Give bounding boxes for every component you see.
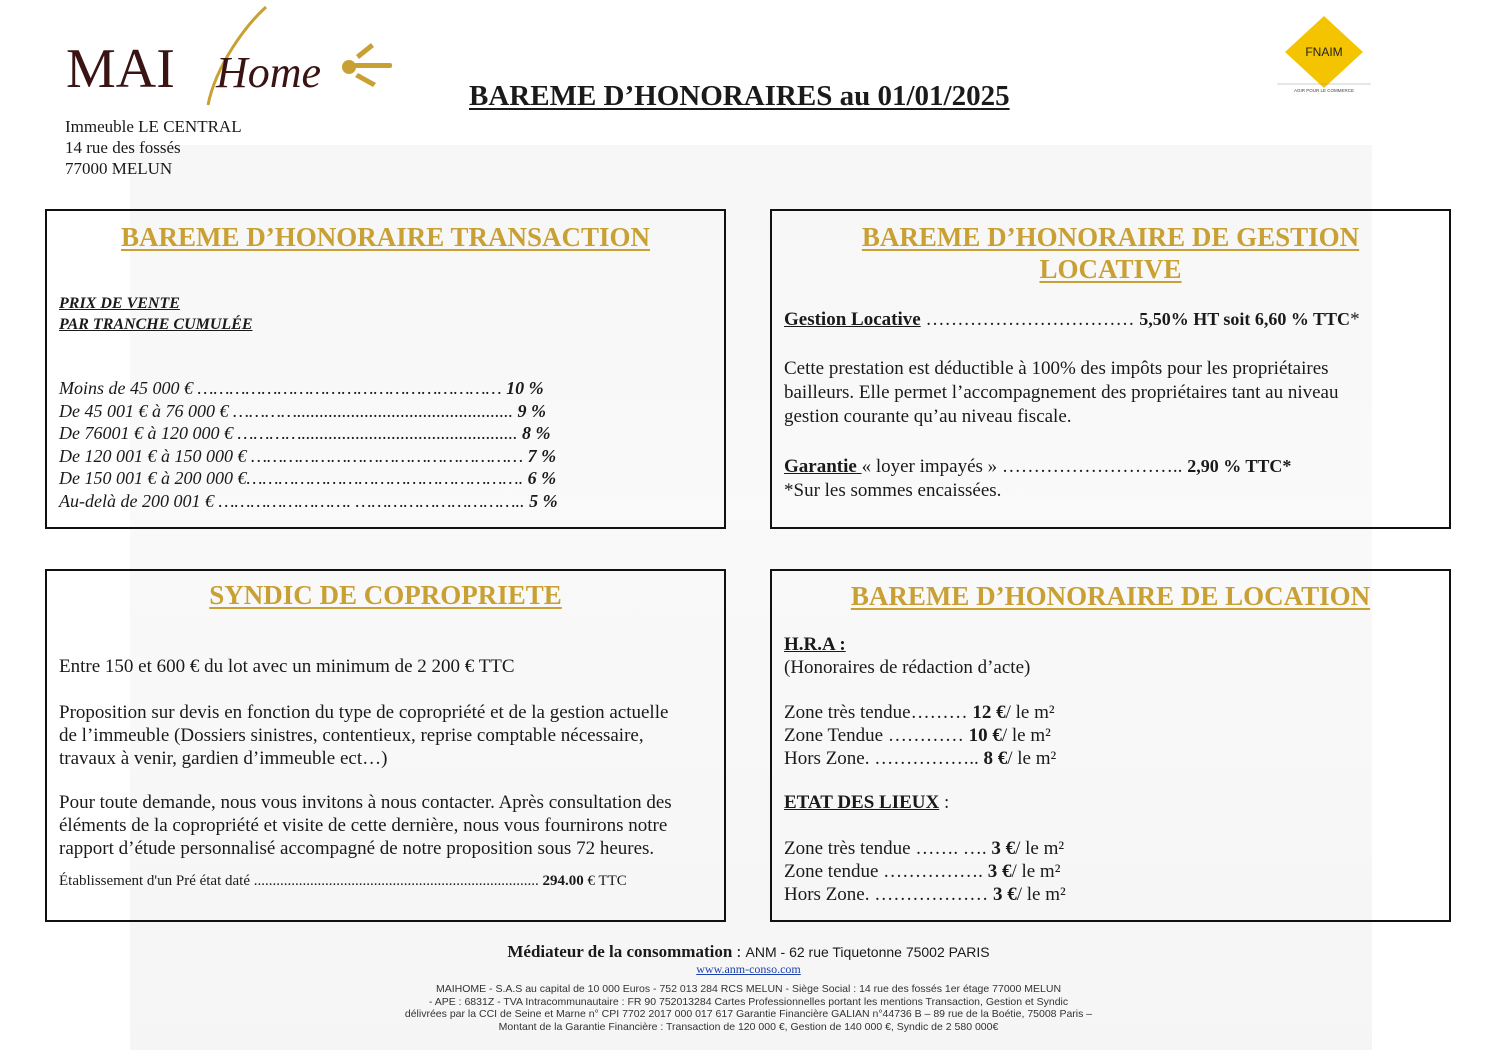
key-icon (342, 43, 392, 87)
pre-etat-date-line: Établissement d'un Pré état daté ............................................................................ 294.00 € TTC (59, 873, 627, 889)
syndic-box (45, 569, 726, 922)
gestion-description-line: bailleurs. Elle permet l’accompagnement des propriétaires tant au niveau (784, 382, 1339, 403)
fnaim-name: FNAIM (1305, 45, 1343, 59)
mediator-link-row (0, 962, 1497, 977)
transaction-row: De 45 001 € à 76 000 € …………................................................ 9 % (59, 401, 547, 421)
legal-line: - APE : 6831Z - TVA Intracommunautaire : FR 90 752013284 Cartes Professionnelles portant les mentions Transaction, Gestion et Syndic (428, 995, 1069, 1008)
gestion-title: LOCATIVE (1039, 254, 1182, 284)
location-box (770, 569, 1451, 922)
fnaim-tagline: AGIR POUR LE COMMERCE (1293, 88, 1355, 93)
hra-description: (Honoraires de rédaction d’acte) (784, 657, 1031, 678)
syndic-paragraph-line: de l’immeuble (Dossiers sinistres, contentieux, reprise comptable nécessaire, (59, 725, 644, 746)
maihome-logo-graphic (66, 5, 396, 110)
edl-row: Zone très tendue ……. …. 3 €/ le m² (784, 838, 1065, 859)
syndic-fee-line: Entre 150 et 600 € du lot avec un minimum de 2 200 € TTC (59, 656, 515, 677)
address-line: Immeuble LE CENTRAL (65, 117, 242, 136)
page-title: BAREME D’HONORAIRES au 01/01/2025 (469, 80, 1010, 112)
syndic-paragraph-line: rapport d’étude personnalisé accompagné de notre proposition sous 72 heures. (59, 838, 655, 859)
syndic-title: SYNDIC DE COPROPRIETE (209, 580, 562, 610)
legal-line: délivrées par la CCI de Seine et Marne n° CPI 7702 2017 000 017 617 Garantie Financière GALIAN n°44736 B – 89 rue de la Boétie, 75008 Paris – (404, 1008, 1093, 1020)
transaction-row: Moins de 45 000 € ………………………………………………… 10 % (59, 378, 544, 398)
transaction-row: Au-delà de 200 001 € ……………………. ………………………….. 5 % (59, 491, 558, 511)
syndic-paragraph-line: éléments de la copropriété et visite de cette dernière, nous vous fournirons notre (59, 815, 668, 836)
mediator-label: Médiateur de la consommation (507, 942, 733, 961)
legal-line: Montant de la Garantie Financière : Transaction de 120 000 €, Gestion de 140 000 €, Syndic de 2 580 000€ (498, 1020, 999, 1033)
mediator-address: ANM - 62 rue Tiquetonne 75002 PARIS (745, 944, 990, 960)
agency-address (65, 116, 242, 179)
hra-row: Hors Zone. …………….. 8 €/ le m² (784, 748, 1057, 769)
gestion-description-line: Cette prestation est déductible à 100% des impôts pour les propriétaires (784, 358, 1329, 379)
edl-row: Zone tendue ……………. 3 €/ le m² (784, 861, 1061, 882)
transaction-row: De 120 001 € à 150 000 € …………………………………………… 7 % (59, 446, 557, 466)
etat-des-lieux-label: ETAT DES LIEUX : (784, 792, 950, 813)
garantie-note: *Sur les sommes encaissées. (784, 480, 1002, 501)
transaction-row: De 150 001 € à 200 000 €……………………………………………. 6 % (59, 468, 557, 488)
transaction-box (45, 209, 726, 529)
transaction-title: BAREME D’HONORAIRE TRANSACTION (120, 222, 651, 252)
address-line: 14 rue des fossés (65, 138, 181, 157)
garantie-line: Garantie « loyer impayés » ……………………….. 2,90 % TTC* (784, 456, 1292, 477)
legal-notice (0, 983, 1497, 1033)
gestion-box (770, 209, 1451, 529)
edl-row: Hors Zone. ……………… 3 €/ le m² (784, 884, 1066, 905)
gestion-title: BAREME D’HONORAIRE DE GESTION (861, 222, 1360, 252)
location-title: BAREME D’HONORAIRE DE LOCATION (850, 581, 1371, 611)
gestion-locative-line: Gestion Locative …………………………… 5,50% HT soit 6,60 % TTC* (784, 309, 1360, 330)
transaction-row: De 76001 € à 120 000 € …………................................................ 8 % (59, 423, 551, 443)
hra-label: H.R.A : (784, 634, 846, 655)
mediator-link[interactable]: www.anm-conso.com (696, 962, 801, 976)
mediator-line: Médiateur de la consommation : ANM - 62 rue Tiquetonne 75002 PARIS (507, 942, 990, 961)
transaction-subtitle: PRIX DE VENTE (59, 295, 180, 312)
gestion-description-line: gestion courante qu’au niveau fiscale. (784, 406, 1072, 427)
transaction-subtitle: PAR TRANCHE CUMULÉE (59, 316, 253, 333)
address-line: 77000 MELUN (65, 159, 173, 178)
fnaim-logo (1277, 14, 1371, 106)
hra-row: Zone très tendue……… 12 €/ le m² (784, 702, 1055, 723)
hra-row: Zone Tendue ………… 10 €/ le m² (784, 725, 1051, 746)
syndic-paragraph-line: Pour toute demande, nous vous invitons à nous contacter. Après consultation des (59, 792, 672, 813)
maihome-logo (66, 5, 396, 110)
syndic-paragraph-line: Proposition sur devis en fonction du type de copropriété et de la gestion actuelle (59, 702, 669, 723)
syndic-paragraph-line: travaux à venir, gardien d’immeuble ect…) (59, 748, 388, 769)
legal-line: MAIHOME - S.A.S au capital de 10 000 Euros - 752 013 284 RCS MELUN - Siège Social : 14 rue des fossés 1er étage 77000 MELUN (435, 983, 1062, 995)
logo-text-script: Home (216, 48, 322, 97)
logo-text-main: MAI (66, 38, 175, 100)
